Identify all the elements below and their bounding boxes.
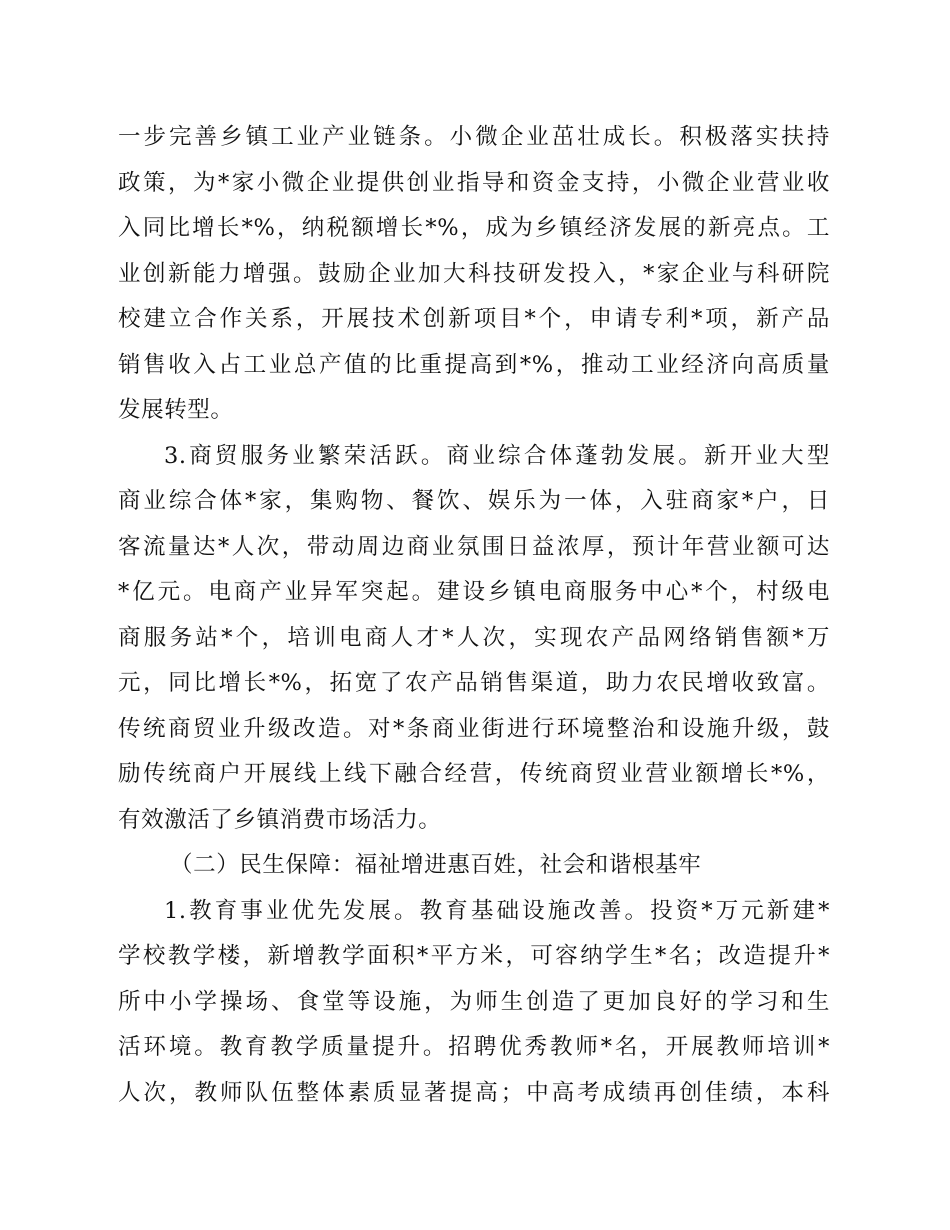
text-line: 传统商贸业升级改造。对*条商业街进行环境整治和设施升级，鼓 xyxy=(118,715,830,742)
text-line: 活环境。教育教学质量提升。招聘优秀教师*名，开展教师培训* xyxy=(118,1034,830,1060)
text-line: 发展转型。 xyxy=(118,397,234,423)
document-body xyxy=(118,115,830,1116)
text-line: 人次，教师队伍整体素质显著提高；中高考成绩再创佳绩，本科 xyxy=(118,1079,830,1106)
text-line: 元，同比增长*%，拓宽了农产品销售渠道，助力农民增收致富。 xyxy=(118,670,830,696)
section-heading: （二）民生保障：福祉增进惠百姓，社会和谐根基牢 xyxy=(170,852,702,878)
text-line: 商服务站*个，培训电商人才*人次，实现农产品网络销售额*万 xyxy=(118,624,830,651)
text-line: *亿元。电商产业异军突起。建设乡镇电商服务中心*个，村级电 xyxy=(118,579,830,605)
text-line: 客流量达*人次，带动周边商业氛围日益浓厚，预计年营业额可达 xyxy=(118,533,830,560)
paragraph-start-line: 1.教育事业优先发展。教育基础设施改善。投资*万元新建* xyxy=(164,897,830,924)
text-line: 业创新能力增强。鼓励企业加大科技研发投入，*家企业与科研院 xyxy=(118,260,830,287)
text-line: 销售收入占工业总产值的比重提高到*%，推动工业经济向高质量 xyxy=(118,351,830,378)
text-line: 所中小学操场、食堂等设施，为师生创造了更加良好的学习和生 xyxy=(118,988,830,1015)
text-line: 有效激活了乡镇消费市场活力。 xyxy=(118,806,442,833)
text-line: 校建立合作关系，开展技术创新项目*个，申请专利*项，新产品 xyxy=(118,306,830,332)
text-line: 入同比增长*%，纳税额增长*%，成为乡镇经济发展的新亮点。工 xyxy=(118,215,830,241)
text-line: 商业综合体*家，集购物、餐饮、娱乐为一体，入驻商家*户，日 xyxy=(118,488,830,514)
text-line: 政策，为*家小微企业提供创业指导和资金支持，小微企业营业收 xyxy=(118,169,830,196)
paragraph-start-line: 3.商贸服务业繁荣活跃。商业综合体蓬勃发展。新开业大型 xyxy=(164,442,830,469)
text-line: 学校教学楼，新增教学面积*平方米，可容纳学生*名；改造提升* xyxy=(118,943,830,969)
text-line: 励传统商户开展线上线下融合经营，传统商贸业营业额增长*%， xyxy=(118,761,830,787)
text-line: 一步完善乡镇工业产业链条。小微企业茁壮成长。积极落实扶持 xyxy=(118,124,830,150)
